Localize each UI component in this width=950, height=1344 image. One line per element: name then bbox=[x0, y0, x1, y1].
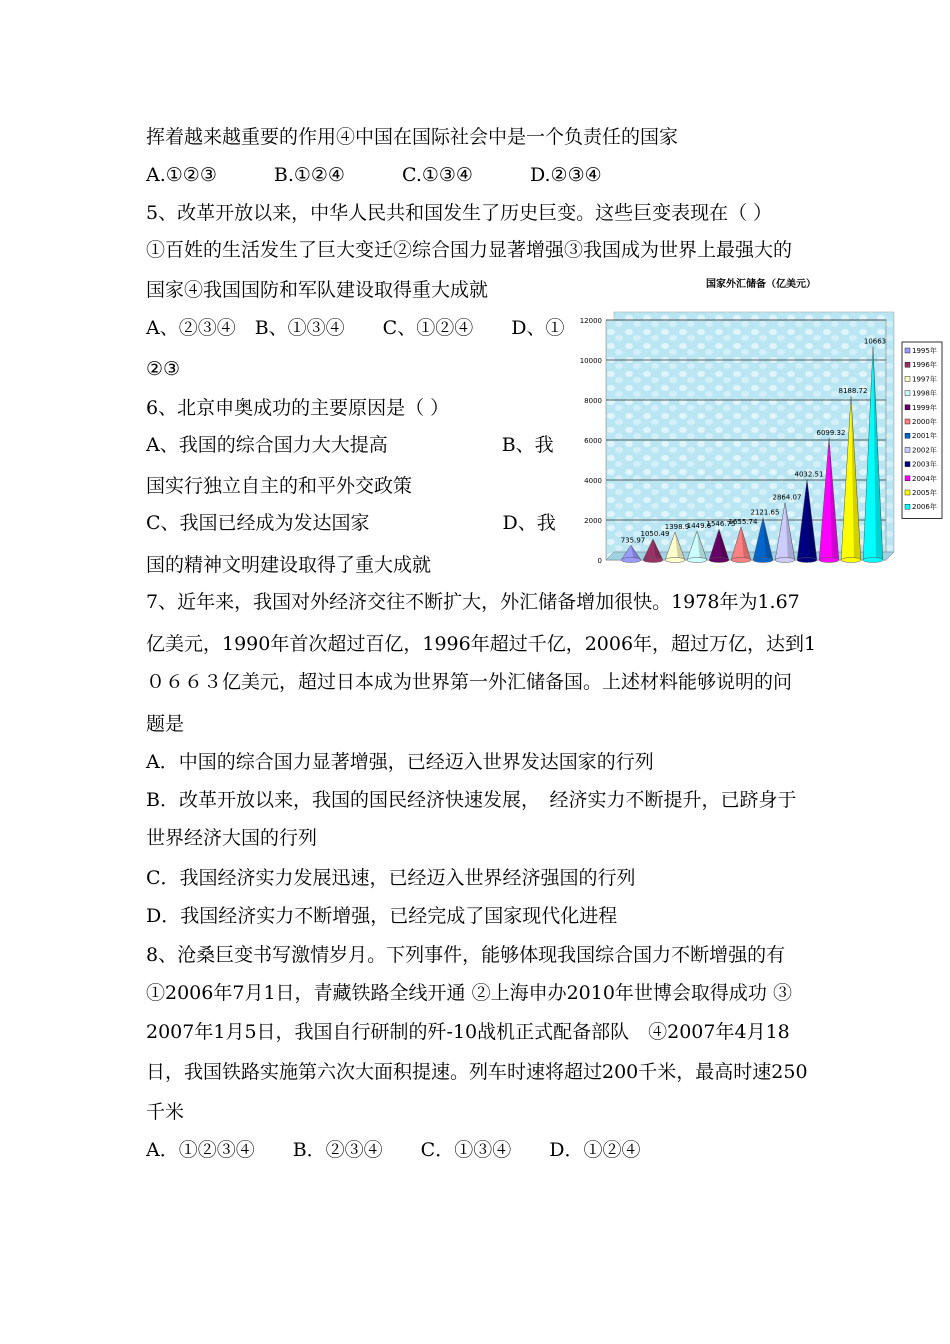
legend-label: 1995年 bbox=[912, 347, 937, 355]
forex-reserve-chart bbox=[570, 272, 946, 572]
text-line: ０６６３亿美元，超过日本成为世界第一外汇储备国。上述材料能够说明的问 bbox=[146, 671, 793, 693]
text-line: 国的精神文明建设取得了重大成就 bbox=[146, 554, 432, 576]
cone-base bbox=[621, 558, 641, 563]
text-line: D．我国经济实力不断增强，已经完成了国家现代化进程 bbox=[146, 905, 618, 927]
y-tick-label: 12000 bbox=[579, 317, 602, 325]
legend-label: 2003年 bbox=[912, 460, 937, 469]
cone-base bbox=[709, 558, 729, 563]
data-label: 1546.75 bbox=[706, 520, 736, 529]
legend-swatch bbox=[905, 391, 910, 396]
cone-base bbox=[863, 558, 883, 563]
text-line: 日，我国铁路实施第六次大面积提速。列车时速将超过200千米，最高时速250 bbox=[146, 1061, 808, 1083]
text-line: C．我国经济实力发展迅速，已经迈入世界经济强国的行列 bbox=[146, 867, 636, 889]
data-label: 2864.07 bbox=[772, 493, 802, 502]
legend-swatch bbox=[905, 476, 910, 481]
data-label: 6099.32 bbox=[816, 429, 846, 438]
legend-label: 1997年 bbox=[912, 375, 937, 384]
cone-base bbox=[731, 558, 751, 563]
text-line: A、②③④ B、①③④ C、①②④ D、① bbox=[146, 317, 565, 339]
text-line: 2007年1月5日，我国自行研制的歼-10战机正式配备部队 ④2007年4月18 bbox=[146, 1021, 790, 1043]
text-line: A．①②③④ B．②③④ C．①③④ D．①②④ bbox=[146, 1139, 641, 1161]
y-tick-label: 2000 bbox=[584, 517, 602, 525]
text-line: 千米 bbox=[146, 1101, 185, 1123]
text-line: 题是 bbox=[146, 713, 185, 735]
legend-swatch bbox=[905, 433, 910, 438]
text-line: 5、改革开放以来，中华人民共和国发生了历史巨变。这些巨变表现在（ ） bbox=[146, 202, 773, 224]
legend-label: 2004年 bbox=[912, 474, 937, 483]
legend-label: 1998年 bbox=[912, 389, 937, 398]
data-label: 2121.65 bbox=[750, 508, 780, 517]
y-tick-label: 10000 bbox=[579, 357, 602, 365]
chart-title: 国家外汇储备（亿美元） bbox=[706, 279, 816, 290]
text-line: ②③ bbox=[146, 358, 181, 380]
y-tick-label: 4000 bbox=[584, 477, 602, 485]
legend-label: 1996年 bbox=[912, 361, 937, 370]
data-label: 1655.74 bbox=[728, 517, 758, 526]
cone-base bbox=[819, 558, 839, 563]
legend-swatch bbox=[905, 376, 910, 381]
y-tick-label: 8000 bbox=[584, 397, 602, 405]
legend-swatch bbox=[905, 405, 910, 410]
data-label: 1050.49 bbox=[640, 529, 670, 538]
text-line: ①2006年7月1日，青藏铁路全线开通 ②上海申办2010年世博会取得成功 ③ bbox=[146, 982, 792, 1004]
legend-label: 2002年 bbox=[912, 446, 937, 455]
legend-label: 1999年 bbox=[912, 403, 937, 412]
legend-swatch bbox=[905, 419, 910, 424]
cone-base bbox=[687, 558, 707, 563]
legend-swatch bbox=[905, 348, 910, 353]
text-line: 国实行独立自主的和平外交政策 bbox=[146, 475, 413, 497]
data-label: 8188.72 bbox=[838, 387, 868, 396]
legend-swatch bbox=[905, 504, 910, 509]
text-line: C、我国已经成为发达国家 D、我 bbox=[146, 512, 556, 534]
text-line: 8、沧桑巨变书写激情岁月。下列事件，能够体现我国综合国力不断增强的有 bbox=[146, 944, 786, 966]
y-tick-label: 0 bbox=[597, 557, 602, 565]
text-line: 挥着越来越重要的作用④中国在国际社会中是一个负责任的国家 bbox=[146, 126, 679, 148]
y-tick-label: 6000 bbox=[584, 437, 602, 445]
cone-base bbox=[665, 558, 685, 563]
legend-label: 2001年 bbox=[912, 432, 937, 441]
text-line: 亿美元，1990年首次超过百亿，1996年超过千亿，2006年，超过万亿，达到1 bbox=[146, 633, 817, 655]
text-line: 世界经济大国的行列 bbox=[146, 827, 318, 849]
data-label: 1398.9 bbox=[664, 523, 690, 532]
text-line: B．改革开放以来，我国的国民经济快速发展， 经济实力不断提升，已跻身于 bbox=[146, 789, 797, 811]
legend-label: 2006年 bbox=[912, 503, 937, 512]
cone-base bbox=[753, 558, 773, 563]
legend-swatch bbox=[905, 362, 910, 367]
text-line: 6、北京申奥成功的主要原因是（ ） bbox=[146, 397, 450, 419]
cone-base bbox=[841, 558, 861, 563]
cone-base bbox=[643, 558, 663, 563]
text-line: A．中国的综合国力显著增强，已经迈入世界发达国家的行列 bbox=[146, 751, 654, 773]
cone-base bbox=[775, 558, 795, 563]
legend-swatch bbox=[905, 490, 910, 495]
legend-swatch bbox=[905, 447, 910, 452]
data-label: 1449.6 bbox=[686, 522, 712, 531]
chart-canvas bbox=[570, 272, 946, 572]
legend-label: 2005年 bbox=[912, 489, 937, 497]
text-line: 7、近年来，我国对外经济交往不断扩大，外汇储备增加很快。1978年为1.67 bbox=[146, 591, 800, 613]
data-label: 4032.51 bbox=[794, 470, 824, 479]
text-line: ①百姓的生活发生了巨大变迁②综合国力显著增强③我国成为世界上最强大的 bbox=[146, 239, 793, 261]
text-line: A、我国的综合国力大大提高 B、我 bbox=[146, 434, 554, 456]
text-line: 国家④我国国防和军队建设取得重大成就 bbox=[146, 279, 489, 301]
data-label: 735.97 bbox=[620, 536, 646, 545]
legend-swatch bbox=[905, 462, 910, 467]
data-label: 10663 bbox=[863, 337, 887, 346]
text-line: A.①②③ B.①②④ C.①③④ D.②③④ bbox=[146, 164, 602, 186]
cone-base bbox=[797, 558, 817, 563]
legend-label: 2000年 bbox=[912, 418, 937, 426]
